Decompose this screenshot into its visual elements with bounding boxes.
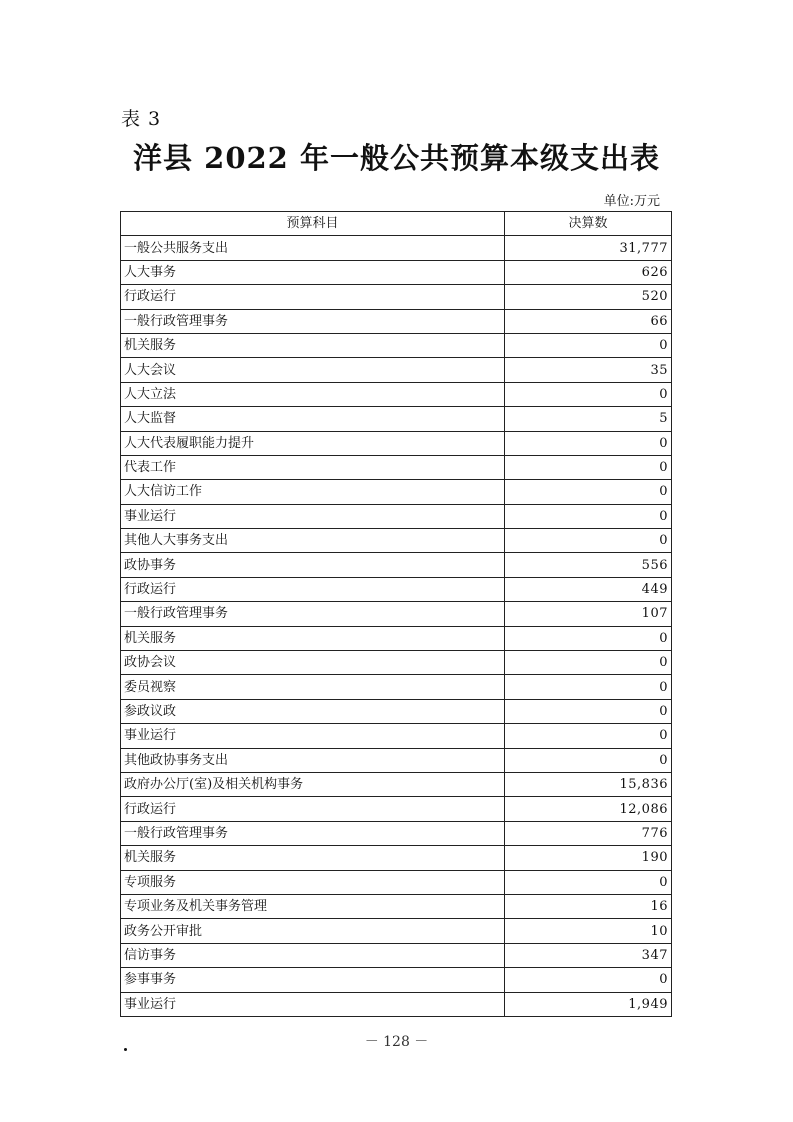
row-item-amount: 15,836 [505, 772, 672, 796]
table-row [121, 919, 672, 943]
row-item-name: 机关服务 [121, 333, 505, 357]
row-item-amount: 66 [505, 309, 672, 333]
table-row [121, 699, 672, 723]
row-item-name: 事业运行 [121, 504, 505, 528]
table-row [121, 894, 672, 918]
row-item-name: 人大会议 [121, 358, 505, 382]
row-item-amount: 31,777 [505, 236, 672, 260]
table-row [121, 772, 672, 796]
row-item-amount: 190 [505, 846, 672, 870]
unit-label: 单位:万元 [603, 194, 660, 209]
row-item-name: 机关服务 [121, 626, 505, 650]
row-item-amount: 347 [505, 943, 672, 967]
table-body [121, 236, 672, 1017]
table-row [121, 577, 672, 601]
row-item-name: 委员视察 [121, 675, 505, 699]
table-row [121, 236, 672, 260]
row-item-amount: 0 [505, 504, 672, 528]
table-row [121, 821, 672, 845]
row-item-name: 行政运行 [121, 797, 505, 821]
table-row [121, 504, 672, 528]
table-row [121, 455, 672, 479]
row-item-name: 人大代表履职能力提升 [121, 431, 505, 455]
table-row [121, 846, 672, 870]
row-item-name: 一般行政管理事务 [121, 602, 505, 626]
row-item-amount: 5 [505, 407, 672, 431]
row-item-amount: 626 [505, 260, 672, 284]
row-item-name: 政府办公厅(室)及相关机构事务 [121, 772, 505, 796]
row-item-name: 专项业务及机关事务管理 [121, 894, 505, 918]
row-item-name: 政协会议 [121, 651, 505, 675]
row-item-name: 政协事务 [121, 553, 505, 577]
table-row [121, 407, 672, 431]
row-item-amount: 0 [505, 529, 672, 553]
row-item-amount: 0 [505, 431, 672, 455]
budget-table [120, 211, 672, 1017]
table-row [121, 651, 672, 675]
page-title: 洋县 2022 年一般公共预算本级支出表 [133, 141, 660, 175]
row-item-amount: 0 [505, 675, 672, 699]
row-item-name: 一般公共服务支出 [121, 236, 505, 260]
table-row [121, 333, 672, 357]
row-item-name: 信访事务 [121, 943, 505, 967]
row-item-amount: 12,086 [505, 797, 672, 821]
table-row [121, 870, 672, 894]
row-item-name: 机关服务 [121, 846, 505, 870]
row-item-name: 人大监督 [121, 407, 505, 431]
table-row [121, 480, 672, 504]
row-item-name: 行政运行 [121, 285, 505, 309]
table-row [121, 602, 672, 626]
table-row [121, 675, 672, 699]
row-item-amount: 776 [505, 821, 672, 845]
table-row [121, 382, 672, 406]
table-row [121, 553, 672, 577]
table-header-row [121, 212, 672, 236]
row-item-amount: 0 [505, 382, 672, 406]
row-item-amount: 0 [505, 870, 672, 894]
row-item-amount: 107 [505, 602, 672, 626]
table-row [121, 358, 672, 382]
row-item-name: 其他人大事务支出 [121, 529, 505, 553]
row-item-name: 人大立法 [121, 382, 505, 406]
table-row [121, 626, 672, 650]
row-item-amount: 449 [505, 577, 672, 601]
margin-dot [124, 1048, 127, 1051]
table-row [121, 724, 672, 748]
row-item-amount: 0 [505, 748, 672, 772]
table-row [121, 797, 672, 821]
table-row [121, 992, 672, 1016]
row-item-name: 代表工作 [121, 455, 505, 479]
row-item-amount: 1,949 [505, 992, 672, 1016]
row-item-name: 事业运行 [121, 724, 505, 748]
row-item-name: 参政议政 [121, 699, 505, 723]
column-header-item: 预算科目 [121, 212, 505, 236]
row-item-amount: 520 [505, 285, 672, 309]
row-item-amount: 0 [505, 651, 672, 675]
row-item-name: 一般行政管理事务 [121, 821, 505, 845]
table-row [121, 309, 672, 333]
row-item-amount: 0 [505, 455, 672, 479]
table-row [121, 260, 672, 284]
table-row [121, 748, 672, 772]
row-item-name: 其他政协事务支出 [121, 748, 505, 772]
table-row [121, 431, 672, 455]
row-item-amount: 16 [505, 894, 672, 918]
table-row [121, 968, 672, 992]
row-item-amount: 10 [505, 919, 672, 943]
row-item-name: 专项服务 [121, 870, 505, 894]
row-item-amount: 0 [505, 480, 672, 504]
page-number: － 128 － [364, 1034, 429, 1050]
table-label: 表 3 [121, 108, 162, 130]
row-item-amount: 0 [505, 699, 672, 723]
row-item-name: 参事事务 [121, 968, 505, 992]
row-item-name: 政务公开审批 [121, 919, 505, 943]
table-row [121, 285, 672, 309]
column-header-amount: 决算数 [505, 212, 672, 236]
row-item-amount: 0 [505, 968, 672, 992]
table-row [121, 943, 672, 967]
row-item-name: 事业运行 [121, 992, 505, 1016]
row-item-amount: 0 [505, 724, 672, 748]
row-item-amount: 556 [505, 553, 672, 577]
row-item-name: 人大事务 [121, 260, 505, 284]
row-item-amount: 0 [505, 626, 672, 650]
row-item-name: 行政运行 [121, 577, 505, 601]
row-item-amount: 35 [505, 358, 672, 382]
row-item-name: 一般行政管理事务 [121, 309, 505, 333]
row-item-name: 人大信访工作 [121, 480, 505, 504]
table-row [121, 529, 672, 553]
row-item-amount: 0 [505, 333, 672, 357]
